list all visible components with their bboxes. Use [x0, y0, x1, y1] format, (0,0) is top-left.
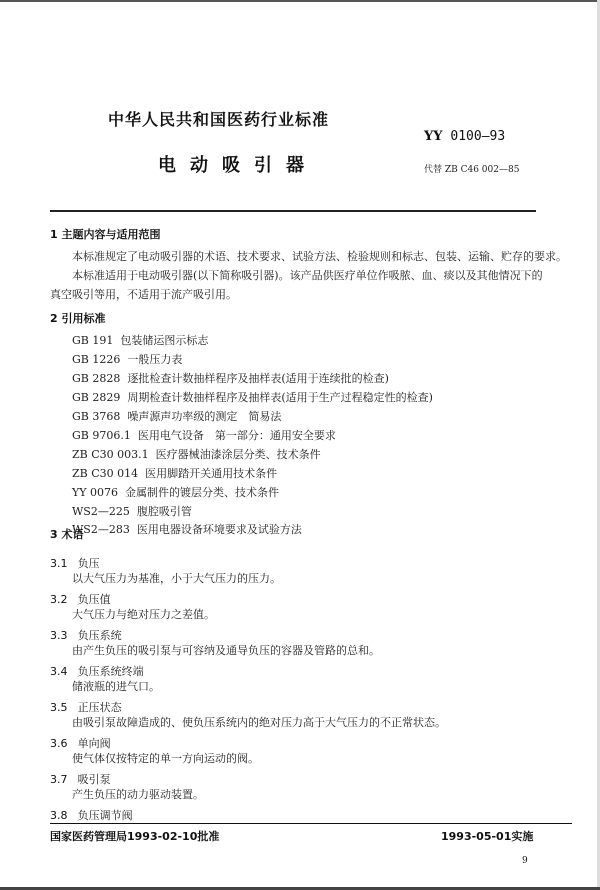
reference-code: WS2—283: [72, 523, 130, 536]
standard-number: [424, 129, 505, 144]
reference-item: [72, 446, 321, 462]
reference-code: GB 9706.1: [72, 429, 131, 442]
term-number: 3.7: [50, 773, 68, 786]
term-definition: 由产生负压的吸引泵与可容纳及通导负压的容器及管路的总和。: [72, 644, 380, 657]
reference-item: [72, 521, 302, 537]
standard-prefix: YY: [424, 129, 443, 144]
replaces-standard: 代替 ZB C46 002—85: [424, 165, 520, 175]
reference-item: [72, 408, 281, 424]
effective-date: 1993-05-01实施: [441, 830, 534, 843]
term-number: 3.6: [50, 737, 68, 750]
reference-code: GB 3768: [72, 410, 121, 423]
reference-item: [72, 503, 192, 519]
term-name: 负压系统: [77, 629, 122, 642]
reference-title: 医用电气设备 第一部分：通用安全要求: [137, 429, 336, 442]
term-entry: [50, 624, 122, 643]
term-entry: [50, 732, 111, 751]
reference-code: GB 1226: [72, 353, 121, 366]
reference-code: GB 2828: [72, 372, 121, 385]
term-number: 3.8: [50, 809, 68, 822]
term-entry: [50, 660, 144, 679]
section-1-paragraph-2-cont: 真空吸引等用，不适用于流产吸引用。: [50, 288, 237, 301]
section-3-heading: 3 术语: [50, 528, 84, 541]
reference-code: ZB C30 014: [72, 467, 139, 480]
reference-title: 噪声源声功率级的测定 简易法: [127, 410, 282, 423]
reference-item: [72, 484, 279, 500]
reference-item: [72, 332, 208, 348]
reference-code: YY 0076: [72, 486, 119, 499]
page-number: 9: [522, 856, 528, 866]
reference-item: [72, 427, 336, 443]
reference-title: 腹腔吸引管: [136, 505, 192, 518]
document-title: 电动吸引器: [158, 155, 318, 176]
scan-top-border: [0, 0, 600, 2]
reference-title: 周期检查计数抽样程序及抽样表(适用于生产过程稳定性的检查): [127, 391, 433, 404]
term-number: 3.4: [50, 665, 68, 678]
term-name: 负压: [77, 557, 100, 570]
section-1-heading: 1 主题内容与适用范围: [50, 228, 161, 241]
reference-title: 医用电器设备环境要求及试验方法: [136, 523, 302, 536]
term-definition: 由吸引泵故障造成的、使负压系统内的绝对压力高于大气压力的不正常状态。: [72, 716, 446, 729]
term-name: 单向阀: [77, 737, 111, 750]
term-definition: 使气体仅按特定的单一方向运动的阀。: [72, 752, 259, 765]
section-1-paragraph-1: 本标准规定了电动吸引器的术语、技术要求、试验方法、检验规则和标志、包装、运输、贮存的要求。: [72, 250, 567, 263]
term-definition: 大气压力与绝对压力之差值。: [72, 608, 215, 621]
term-entry: [50, 696, 122, 715]
reference-item: [72, 370, 389, 386]
reference-item: [72, 351, 182, 367]
term-number: 3.5: [50, 701, 68, 714]
reference-code: GB 191: [72, 334, 114, 347]
term-definition: 以大气压力为基准，小于大气压力的压力。: [72, 572, 281, 585]
term-definition: 储液瓶的进气口。: [72, 680, 160, 693]
reference-title: 包装储运图示标志: [120, 334, 209, 347]
reference-title: 逐批检查计数抽样程序及抽样表(适用于连续批的检查): [127, 372, 389, 385]
reference-title: 医用脚踏开关通用技术条件: [145, 467, 278, 480]
term-definition: 产生负压的动力驱动装置。: [72, 788, 204, 801]
reference-code: GB 2829: [72, 391, 121, 404]
term-entry: [50, 588, 111, 607]
term-entry: [50, 804, 133, 823]
standard-code: 0100—93: [450, 129, 506, 144]
term-entry: [50, 768, 111, 787]
term-name: 吸引泵: [77, 773, 111, 786]
org-title: 中华人民共和国医药行业标准: [108, 110, 330, 129]
reference-item: [72, 465, 277, 481]
reference-code: WS2—225: [72, 505, 130, 518]
header-rule: [50, 210, 536, 212]
section-1-paragraph-2: 本标准适用于电动吸引器(以下简称吸引器)。该产品供医疗单位作吸脓、血、痰以及其他情况下的: [72, 269, 543, 282]
term-number: 3.1: [50, 557, 68, 570]
section-2-heading: 2 引用标准: [50, 312, 106, 325]
footer-rule: [50, 823, 572, 824]
reference-title: 一般压力表: [127, 353, 183, 366]
reference-title: 金属制件的镀层分类、技术条件: [125, 486, 280, 499]
approval-note: 国家医药管理局1993-02-10批准: [50, 830, 220, 843]
term-number: 3.3: [50, 629, 68, 642]
term-entry: [50, 552, 100, 571]
term-name: 正压状态: [77, 701, 122, 714]
reference-item: [72, 389, 433, 405]
reference-title: 医疗器械油漆涂层分类、技术条件: [155, 448, 321, 461]
reference-code: ZB C30 003.1: [72, 448, 149, 461]
term-number: 3.2: [50, 593, 68, 606]
term-name: 负压系统终端: [77, 665, 144, 678]
term-name: 负压值: [77, 593, 111, 606]
term-name: 负压调节阀: [77, 809, 133, 822]
